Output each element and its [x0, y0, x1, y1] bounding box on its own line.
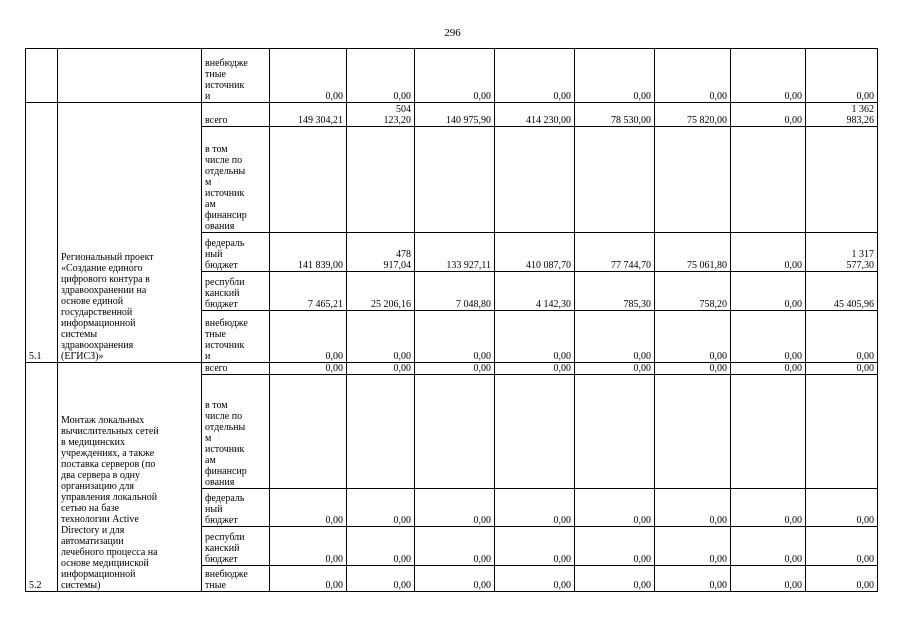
- amount-cell: [655, 566, 731, 592]
- amount-cell: [270, 527, 347, 566]
- amount-value: 0,00: [784, 580, 802, 591]
- amount-cell: [731, 49, 806, 103]
- amount-cell: [806, 49, 878, 103]
- amount-value: 0,00: [633, 351, 651, 362]
- amount-cell: [347, 527, 415, 566]
- table-row: [26, 103, 878, 127]
- amount-value: 0,00: [393, 91, 411, 102]
- amount-value: 0,00: [784, 115, 802, 126]
- amount-value: 0,00: [709, 580, 727, 591]
- section-name: Монтаж локальных вычислительных сетей в медицинских учреждениях, а также поставка серверов (по два сервера в одну организацию для управления локальной сетью на базе технологии Active Directory и для автоматизации лечебного процесса на основе медицинской информационной системы): [58, 363, 202, 592]
- amount-cell: [415, 127, 495, 233]
- amount-cell: [655, 375, 731, 489]
- amount-cell: [806, 375, 878, 489]
- section-name: Региональный проект «Создание единого цифрового контура в здравоохранении на основе единой государственной информационной системы здравоохранения (ЕГИСЗ)»: [58, 103, 202, 363]
- amount-value: 4 142,30: [536, 299, 571, 310]
- amount-cell: [731, 233, 806, 272]
- amount-value: 0,00: [784, 91, 802, 102]
- amount-value: 478 917,04: [383, 249, 411, 271]
- amount-cell: [806, 489, 878, 527]
- amount-value: 0,00: [393, 554, 411, 565]
- amount-value: 0,00: [553, 363, 571, 374]
- amount-cell: [731, 272, 806, 311]
- amount-value: 0,00: [473, 515, 491, 526]
- amount-value: 141 839,00: [298, 260, 343, 271]
- amount-cell: [655, 233, 731, 272]
- amount-value: 0,00: [325, 351, 343, 362]
- amount-value: 133 927,11: [446, 260, 491, 271]
- amount-value: 0,00: [784, 554, 802, 565]
- amount-cell: [347, 49, 415, 103]
- amount-value: 0,00: [553, 351, 571, 362]
- amount-cell: [270, 489, 347, 527]
- amount-cell: [347, 311, 415, 363]
- amount-value: 0,00: [393, 580, 411, 591]
- amount-cell: [731, 311, 806, 363]
- amount-value: 0,00: [709, 91, 727, 102]
- amount-value: 0,00: [473, 351, 491, 362]
- amount-value: 0,00: [325, 363, 343, 374]
- amount-cell: [655, 127, 731, 233]
- amount-cell: [806, 311, 878, 363]
- amount-cell: [347, 233, 415, 272]
- amount-cell: [415, 566, 495, 592]
- amount-cell: [575, 103, 655, 127]
- amount-value: 0,00: [473, 91, 491, 102]
- amount-value: 0,00: [325, 515, 343, 526]
- amount-cell: [415, 527, 495, 566]
- amount-cell: [495, 489, 575, 527]
- amount-value: 414 230,00: [526, 115, 571, 126]
- funding-source: федераль ный бюджет: [202, 489, 270, 527]
- budget-table: [25, 48, 878, 592]
- section-number: 5.2: [26, 363, 58, 592]
- amount-cell: [415, 233, 495, 272]
- amount-value: 0,00: [633, 554, 651, 565]
- amount-value: 75 061,80: [687, 260, 727, 271]
- amount-value: 77 744,70: [611, 260, 651, 271]
- funding-source: в том числе по отдельны м источник ам финансир ования: [202, 375, 270, 489]
- amount-cell: [495, 363, 575, 375]
- amount-cell: [415, 49, 495, 103]
- amount-cell: [270, 566, 347, 592]
- amount-value: 0,00: [393, 351, 411, 362]
- amount-cell: [415, 363, 495, 375]
- amount-value: 0,00: [784, 260, 802, 271]
- amount-value: 149 304,21: [298, 115, 343, 126]
- amount-cell: [806, 527, 878, 566]
- amount-cell: [270, 311, 347, 363]
- amount-cell: [731, 566, 806, 592]
- amount-cell: [495, 527, 575, 566]
- amount-cell: [731, 527, 806, 566]
- amount-value: 7 048,80: [456, 299, 491, 310]
- funding-source: республи канский бюджет: [202, 527, 270, 566]
- table-row: [26, 363, 878, 375]
- amount-cell: [655, 49, 731, 103]
- amount-cell: [270, 375, 347, 489]
- amount-value: 0,00: [709, 554, 727, 565]
- funding-source: внебюдже тные: [202, 566, 270, 592]
- amount-value: 0,00: [709, 363, 727, 374]
- amount-cell: [495, 566, 575, 592]
- amount-value: 758,20: [699, 299, 727, 310]
- amount-value: 0,00: [856, 363, 874, 374]
- table-row: [26, 49, 878, 103]
- amount-value: 0,00: [856, 554, 874, 565]
- amount-cell: [495, 49, 575, 103]
- amount-cell: [731, 489, 806, 527]
- amount-cell: [495, 311, 575, 363]
- amount-cell: [731, 103, 806, 127]
- amount-value: 0,00: [393, 363, 411, 374]
- amount-cell: [270, 363, 347, 375]
- amount-cell: [655, 272, 731, 311]
- amount-value: 1 362 983,26: [846, 104, 874, 126]
- amount-value: 78 530,00: [611, 115, 651, 126]
- amount-cell: [270, 49, 347, 103]
- amount-cell: [495, 233, 575, 272]
- amount-cell: [415, 375, 495, 489]
- amount-cell: [347, 103, 415, 127]
- amount-cell: [575, 527, 655, 566]
- amount-value: 0,00: [473, 554, 491, 565]
- amount-cell: [575, 375, 655, 489]
- amount-value: 0,00: [709, 351, 727, 362]
- page-number: 296: [444, 27, 461, 39]
- amount-value: 504 123,20: [383, 104, 411, 126]
- funding-source: всего: [202, 103, 270, 127]
- section-number: [26, 49, 58, 103]
- amount-cell: [347, 363, 415, 375]
- funding-source: в том числе по отдельны м источник ам финансир ования: [202, 127, 270, 233]
- amount-cell: [415, 489, 495, 527]
- funding-source: внебюдже тные источник и: [202, 49, 270, 103]
- amount-value: 7 465,21: [308, 299, 343, 310]
- amount-cell: [347, 127, 415, 233]
- amount-cell: [415, 103, 495, 127]
- amount-cell: [495, 103, 575, 127]
- section-name: [58, 49, 202, 103]
- amount-value: 0,00: [325, 554, 343, 565]
- amount-value: 140 975,90: [446, 115, 491, 126]
- amount-cell: [655, 103, 731, 127]
- amount-cell: [415, 272, 495, 311]
- amount-cell: [270, 103, 347, 127]
- amount-cell: [575, 566, 655, 592]
- amount-value: 45 405,96: [834, 299, 874, 310]
- amount-value: 0,00: [473, 363, 491, 374]
- amount-value: 0,00: [553, 91, 571, 102]
- amount-cell: [415, 311, 495, 363]
- amount-value: 785,30: [623, 299, 651, 310]
- amount-value: 25 206,16: [371, 299, 411, 310]
- amount-value: 0,00: [856, 515, 874, 526]
- amount-cell: [655, 311, 731, 363]
- amount-value: 0,00: [856, 91, 874, 102]
- amount-cell: [806, 127, 878, 233]
- amount-value: 1 317 577,30: [846, 249, 874, 271]
- amount-value: 0,00: [784, 515, 802, 526]
- amount-value: 0,00: [709, 515, 727, 526]
- amount-cell: [806, 103, 878, 127]
- amount-cell: [575, 489, 655, 527]
- amount-cell: [347, 566, 415, 592]
- amount-cell: [495, 127, 575, 233]
- funding-source: внебюдже тные источник и: [202, 311, 270, 363]
- amount-value: 0,00: [553, 515, 571, 526]
- amount-cell: [731, 375, 806, 489]
- section-number: 5.1: [26, 103, 58, 363]
- amount-cell: [575, 49, 655, 103]
- amount-value: 0,00: [553, 580, 571, 591]
- amount-value: 0,00: [633, 515, 651, 526]
- amount-value: 0,00: [784, 351, 802, 362]
- amount-cell: [806, 272, 878, 311]
- amount-cell: [806, 566, 878, 592]
- amount-cell: [806, 233, 878, 272]
- amount-cell: [347, 272, 415, 311]
- amount-value: 0,00: [633, 91, 651, 102]
- amount-value: 0,00: [473, 580, 491, 591]
- amount-cell: [575, 311, 655, 363]
- amount-value: 0,00: [325, 91, 343, 102]
- amount-cell: [731, 363, 806, 375]
- amount-cell: [270, 272, 347, 311]
- amount-cell: [270, 233, 347, 272]
- amount-value: 0,00: [325, 580, 343, 591]
- amount-cell: [347, 489, 415, 527]
- funding-source: всего: [202, 363, 270, 375]
- funding-source: федераль ный бюджет: [202, 233, 270, 272]
- amount-cell: [575, 233, 655, 272]
- amount-cell: [575, 272, 655, 311]
- amount-value: 0,00: [784, 363, 802, 374]
- amount-cell: [575, 363, 655, 375]
- amount-cell: [575, 127, 655, 233]
- amount-value: 0,00: [856, 580, 874, 591]
- amount-value: 410 087,70: [526, 260, 571, 271]
- amount-cell: [655, 489, 731, 527]
- amount-cell: [495, 375, 575, 489]
- amount-cell: [270, 127, 347, 233]
- amount-value: 0,00: [633, 580, 651, 591]
- amount-value: 0,00: [393, 515, 411, 526]
- amount-value: 0,00: [784, 299, 802, 310]
- amount-value: 0,00: [633, 363, 651, 374]
- amount-cell: [655, 527, 731, 566]
- amount-value: 75 820,00: [687, 115, 727, 126]
- amount-cell: [495, 272, 575, 311]
- amount-cell: [806, 363, 878, 375]
- amount-value: 0,00: [553, 554, 571, 565]
- amount-cell: [347, 375, 415, 489]
- amount-cell: [731, 127, 806, 233]
- amount-cell: [655, 363, 731, 375]
- amount-value: 0,00: [856, 351, 874, 362]
- funding-source: республи канский бюджет: [202, 272, 270, 311]
